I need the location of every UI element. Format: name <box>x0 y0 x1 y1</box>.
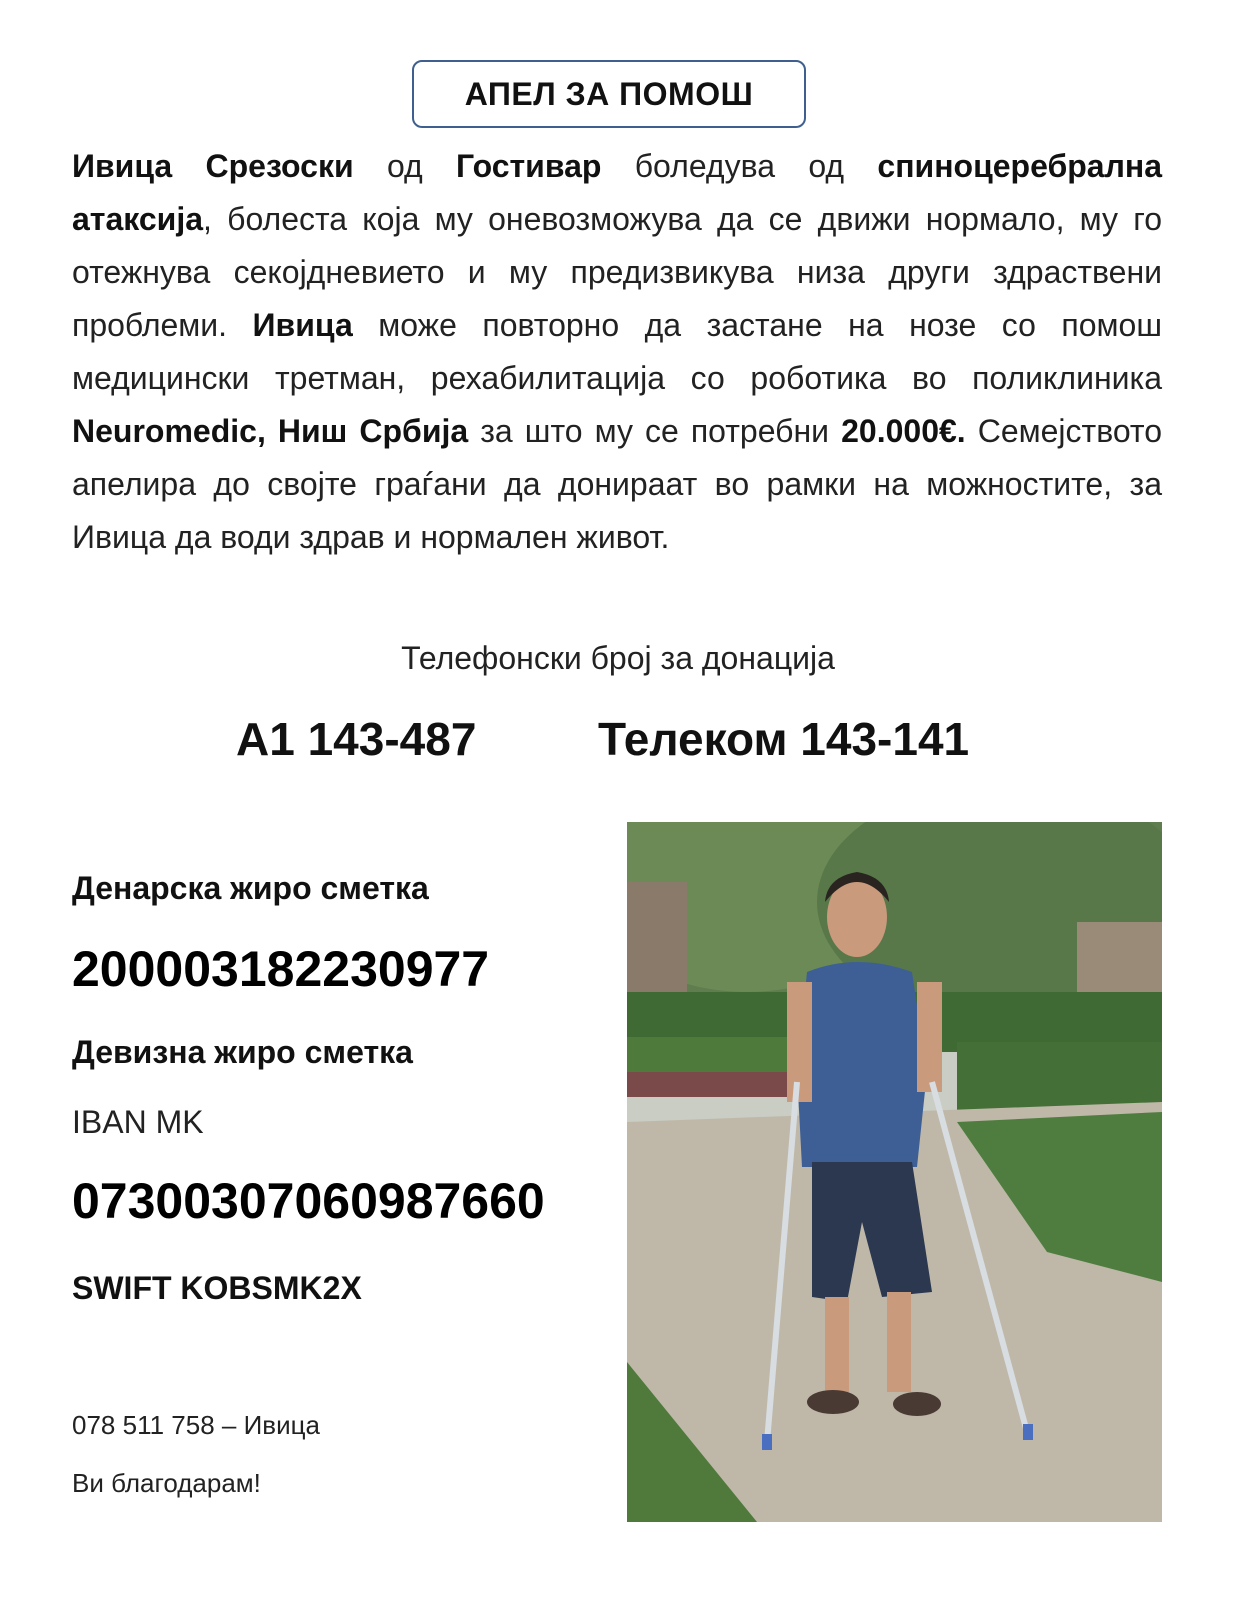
contact-phone: 078 511 758 – Ивица <box>72 1410 320 1440</box>
city-name: Гостивар <box>456 148 602 184</box>
iban-number: 07300307060987660 <box>72 1173 545 1229</box>
disease-name: спиноцеребрална атаксија <box>72 148 1163 237</box>
appeal-title: АПЕЛ ЗА ПОМОШ <box>412 60 806 128</box>
appeal-paragraph: Ивица Срезоски од Гостивар боледува од спиноцеребрална атаксија, болеста која му оневозможува да се движи нормало, му го отежнува секојдневието и му предизвикува низа други здраствени проблеми. Ивица може повторно да застане на нозе со помош медицински третман, рехабилитација со роботика во поликлиника Neuromedic, Ниш Србија за што му се потребни 20.000€. Семејството апелира до својте граѓани да донираат во рамки на можностите, за Ивица да води здрав и нормален живот. <box>72 148 1163 555</box>
clinic-name: Neuromedic, Ниш Србија <box>72 413 469 449</box>
donation-phone-label: Телефонски број за донација <box>401 640 835 676</box>
phone-telekom: Телеком 143-141 <box>598 713 970 765</box>
amount: 20.000€. <box>841 413 966 449</box>
person-photo <box>627 822 1162 1522</box>
swift-code: SWIFT KOBSMK2X <box>72 1270 362 1306</box>
person-name: Ивица Срезоски <box>72 148 354 184</box>
person-short-name: Ивица <box>252 307 353 343</box>
denar-account-number: 200003182230977 <box>72 941 490 997</box>
denar-account-label: Денарска жиро сметка <box>72 870 429 906</box>
iban-label: IBAN MK <box>72 1104 204 1140</box>
foreign-account-label: Девизна жиро сметка <box>72 1034 413 1070</box>
phone-a1: А1 143-487 <box>236 713 477 765</box>
thanks-text: Ви благодарам! <box>72 1468 261 1498</box>
